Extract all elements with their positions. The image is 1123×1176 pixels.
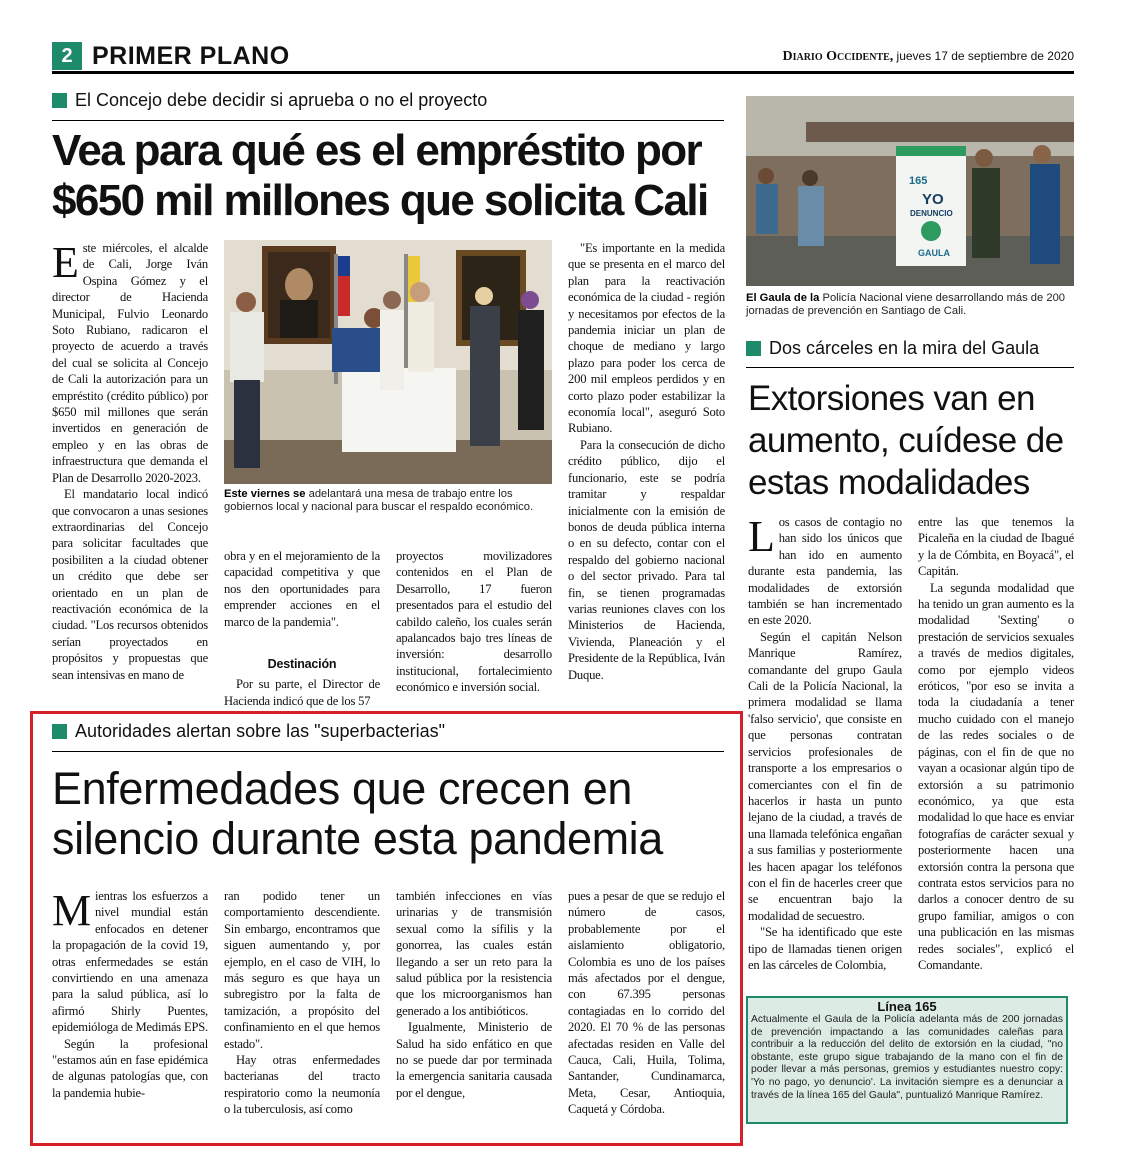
article2-photo <box>746 96 1074 286</box>
section-title: PRIMER PLANO <box>92 42 290 70</box>
article3-kicker: Autoridades alertan sobre las "superbacterias" <box>52 721 724 742</box>
dropcap: M <box>52 886 91 935</box>
article1-column-2: obra y en el mejoramiento de la capacidad competitiva y que nos den oportunidades para emprender acciones en el marco de la pandemia". Destinación Por su parte, el Director de Hacienda indicó que de los 57 <box>224 549 380 708</box>
article3-kicker-rule <box>52 751 724 752</box>
article2-kicker: Dos cárceles en la mira del Gaula <box>746 338 1074 359</box>
article2-kicker-rule <box>746 367 1074 368</box>
dropcap: E <box>52 238 79 287</box>
article1-column-3: proyectos movilizadores contenidos en el Plan de Desarrollo, 17 fueron presentados para el estudio del cabildo caleño, los cuales serán apalancados bajo tres líneas de inversión: desarrollo institucional, fortalecimiento económico e inversión social. <box>396 549 552 695</box>
article3-column-3: también infecciones en vías urinarias y de transmisión sexual como la sífilis y la gonorrea, las cuales están llegando a ser un reto para la salud pública por la resistencia que los microorganismos han generado a los antibióticos. Igualmente, Ministerio de Salud ha sido enfático en que no se puede dar por terminada la emergencia sanitaria causada por el dengue, <box>396 889 552 1100</box>
article3-column-1: Mientras los esfuerzos a nivel mundial están enfocados en detener la propagación de la covid 19, otras enfermedades se están convirtiendo en una amenaza para la salud pública, así lo afirmó Shirly Puentes, epidemióloga de Medimás EPS. Según la profesional "estamos aún en fase epidémica de algunas patologías que, con la pandemia hubie- <box>52 886 208 1100</box>
linea-165-text: Actualmente el Gaula de la Policía adelanta más de 200 jornadas de prevención impactando a las comunidades caleñas para contribuir a la reducción del delito de extorsión en la ciudad, "no obstante, este grupo sigue trabajando de la mano con el fin de poder llevar a más personas, gremios y estudiantes nuestro copy: 'Yo no pago, yo denuncio'. La invitación siempre es a denunciar a través de la línea 165 del Gaula", puntualizó Manrique Ramírez. <box>751 1014 1063 1101</box>
article2-photo-caption: El Gaula de la Policía Nacional viene desarrollando más de 200 jornadas de prevención en Santiago de Cali. <box>746 292 1066 317</box>
masthead <box>782 48 1074 65</box>
kicker-square-icon <box>52 724 67 739</box>
header-rule <box>52 71 1074 74</box>
banner-denuncio-text: DENUNCIO <box>910 209 953 218</box>
article3-headline: Enfermedades que crecen en silencio durante esta pandemia <box>52 763 663 864</box>
page-header <box>52 42 1074 72</box>
paper-name: Diario Occidente, <box>782 49 894 64</box>
article1-column-1: Este miércoles, el alcalde de Cali, Jorge Iván Ospina Gómez y el director de Hacienda Municipal, Fulvio Leonardo Soto Rubiano, radicaron el proyecto de acuerdo a través del cual se solicita al Concejo de Cali la autorización para un empréstito (crédito público) por $650 mil millones que serán invertidos en generación de empleo y en las obras de infraestructura que demanda el Plan de Desarrollo 2020-2023. El mandatario local indicó que convocaron a unas sesiones extraordinarias del Concejo para solicitar facultades que posibiliten a la ciudad obtener un crédito que debe ser orientado en un plan de reactivación económica de la ciudad. "Los recursos obtenidos serían proyectados en propósitos y propuestas que sean intensivas en mano de <box>52 238 208 682</box>
article3-column-4: pues a pesar de que se redujo el número de casos, probablemente por el aislamiento obligatorio, Colombia es uno de los países más afectados por el dengue, con 67.395 personas contagiadas en lo corrido del 2020. El 70 % de las personas afectadas residen en Valle del Cauca, Cali, Huila, Tolima, Santander, Cundinamarca, Meta, Cesar, Antioquia, Caquetá y Córdoba. <box>568 889 725 1117</box>
kicker-square-icon <box>52 93 67 108</box>
article1-photo-caption: Este viernes se adelantará una mesa de trabajo entre los gobiernos local y nacional para buscar el respaldo económico. <box>224 488 534 513</box>
banner-gaula-text: GAULA <box>918 248 950 258</box>
article3-column-2: ran podido tener un comportamiento descendiente. Sin embargo, encontramos que siguen aumentando y, por ejemplo, en el caso de VIH, lo más seguro es que haya un subregistro por la falta de tamización, a propósito del confinamiento en el que hemos estado". Hay otras enfermedades bacterianas del tracto respiratorio como la neumonía o la tuberculosis, así como <box>224 889 380 1117</box>
linea-165-box <box>746 996 1068 1124</box>
article2-headline: Extorsiones van en aumento, cuídese de estas modalidades <box>748 379 1064 502</box>
article1-headline: Vea para qué es el empréstito por $650 mil millones que solicita Cali <box>52 126 708 225</box>
article2-column-2: entre las que tenemos la Picaleña en la ciudad de Ibagué y la de Cómbita, en Boyacá", el Capitán. La segunda modalidad que ha tenido un gran aumento es la modalidad 'Sexting' o prestación de servicios sexuales a través de medios digitales, como por ejemplo videos eróticos, "por eso se invita a toda la ciudadanía a tener mucho cuidado con el manejo de las redes sociales o de páginas, con el fin de que no vayan a ocasionar algún tipo de extorsión a su patrimonio económico, ya que esta modalidad lo que hace es enviar fotografías de carácter sexual y posteriormente hacen una extorsión contra la persona que contrata estos servicios para no darlos a conocer dentro de su grupo familiar, amigos o con una publicación en las mismas redes sociales", explicó el Comandante. <box>918 515 1074 972</box>
gaula-prevention-photo <box>746 96 1074 286</box>
article1-kicker: El Concejo debe decidir si aprueba o no el proyecto <box>52 90 724 111</box>
article1-subhead: Destinación <box>267 657 337 672</box>
article1-column-4: "Es importante en la medida que se presenta en el marco del plan para la reactivación económica de la ciudad - región y necesitamos por efectos de la pandemia iniciar un plan de choque de mediano y largo plazo para poder los cerca de 200 mil empleos perdidos y en corto plazo poder estabilizar la economía local", aseguró Soto Rubiano. Para la consecución de dicho crédito público, dijo el funcionario, este se podría tramitar y respaldar inicialmente con la emisión de bonos de deuda pública interna o en su defecto, contar con el respaldo del gobierno nacional o del sector privado. Para tal fin, se tienen programadas varias reuniones claves con los Ministerios de Hacienda, Vivienda, Planeación y el Presidente de la República, Iván Duque. <box>568 241 725 682</box>
page-number: 2 <box>52 42 82 70</box>
kicker-square-icon <box>746 341 761 356</box>
dropcap: L <box>748 512 775 561</box>
article1-photo <box>224 240 552 484</box>
linea-165-title: Línea 165 <box>877 999 937 1014</box>
signing-ceremony-photo <box>224 240 552 484</box>
edition-date: jueves 17 de septiembre de 2020 <box>896 49 1074 63</box>
banner-yo-text: YO <box>922 191 944 208</box>
article2-column-1: Los casos de contagio no han sido los únicos que han ido en aumento durante esta pandemia, las modalidades de extorsión también se han incrementado en este 2020. Según el capitán Nelson Manrique Ramírez, comandante del grupo Gaula Cali de la Policía Nacional, la primera modalidad se llama 'falso servicio', que consiste en que personas contratan servicios profesionales de transporte a los empresarios o comerciantes con el fin de hacerlos ir hasta un punto lejano de la ciudad, a través de una llamada telefónica engañan a sus familias y posteriormente les hacen apagar los teléfonos con el fin de hacerles creer que se encuentran bajo la modalidad de secuestro. "Se ha identificado que este tipo de llamadas tienen origen en las cárceles de Colombia, <box>748 512 902 972</box>
article1-kicker-rule <box>52 120 724 121</box>
banner-165-text: 165 <box>909 175 928 187</box>
